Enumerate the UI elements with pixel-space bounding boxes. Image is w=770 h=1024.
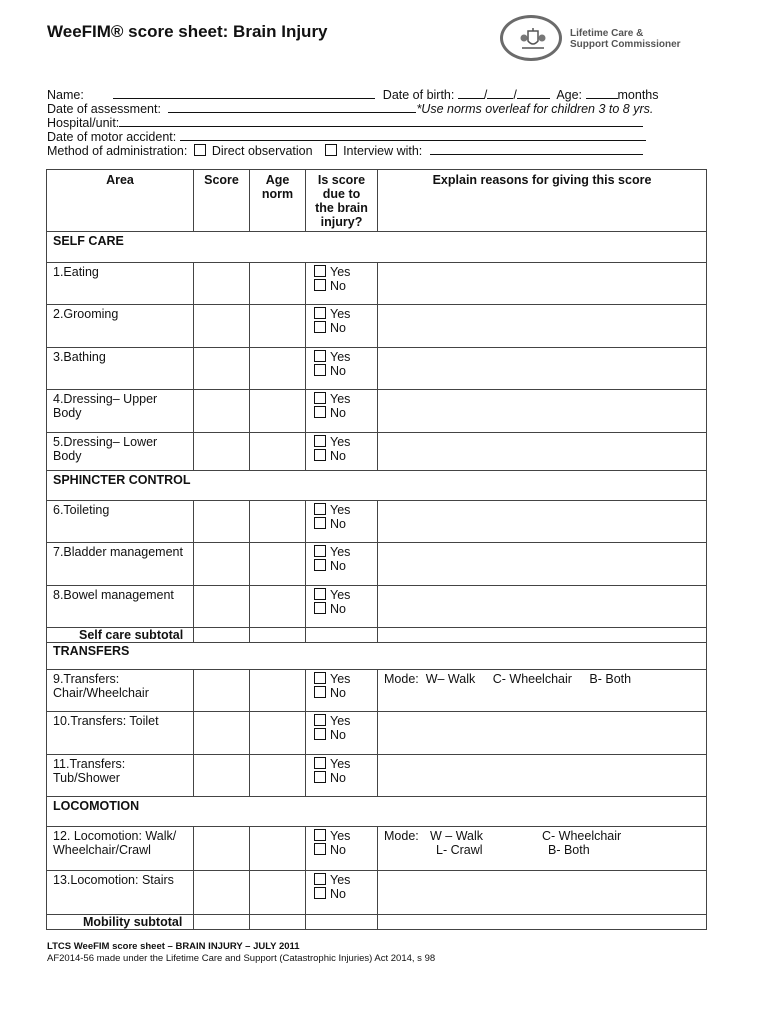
explain-cell[interactable] (378, 348, 707, 390)
mode-both: B- Both (548, 843, 590, 857)
dob-month-field[interactable] (487, 87, 513, 99)
footer-legal: AF2014-56 made under the Lifetime Care and Support (Catastrophic Injuries) Act 2014, s 98 (47, 953, 436, 964)
no-checkbox[interactable] (314, 321, 326, 333)
col-brain-injury-header: Is score due to the brain injury? (306, 170, 378, 232)
yes-checkbox[interactable] (314, 588, 326, 600)
subtotal-age-norm-cell[interactable] (250, 628, 306, 643)
name-dob-line (47, 87, 659, 102)
yes-label: Yes (330, 392, 351, 406)
col-age-norm-header: Age norm (250, 170, 306, 232)
no-checkbox[interactable] (314, 517, 326, 529)
subtotal-age-norm-cell[interactable] (250, 915, 306, 930)
no-checkbox[interactable] (314, 279, 326, 291)
accident-line (47, 129, 646, 144)
mobility-subtotal-score[interactable] (194, 915, 250, 930)
item-label: 4.Dressing– Upper Body (47, 390, 194, 433)
yes-label: Yes (330, 307, 351, 321)
table-row (47, 586, 707, 628)
brain-injury-cell (306, 433, 378, 471)
no-label: No (330, 728, 346, 742)
method-line (47, 143, 643, 158)
age-norm-cell[interactable] (250, 586, 306, 628)
yes-checkbox[interactable] (314, 714, 326, 726)
no-label: No (330, 449, 346, 463)
mode-wheelchair: C- Wheelchair (492, 672, 572, 686)
age-norm-cell[interactable] (250, 348, 306, 390)
no-checkbox[interactable] (314, 364, 326, 376)
yes-label: Yes (330, 350, 351, 364)
brain-injury-cell (306, 263, 378, 305)
score-cell[interactable] (194, 433, 250, 471)
yes-checkbox[interactable] (314, 757, 326, 769)
no-checkbox[interactable] (314, 686, 326, 698)
score-cell[interactable] (194, 501, 250, 543)
no-checkbox[interactable] (314, 887, 326, 899)
direct-observation-checkbox[interactable] (194, 144, 206, 156)
explain-cell[interactable] (378, 586, 707, 628)
interview-field[interactable] (430, 143, 643, 155)
explain-cell[interactable] (378, 543, 707, 586)
table-row (47, 871, 707, 915)
explain-cell[interactable] (378, 827, 707, 871)
score-cell[interactable] (194, 263, 250, 305)
col-score-header: Score (194, 170, 250, 232)
section-self-care: SELF CARE (47, 232, 707, 263)
age-norm-cell[interactable] (250, 755, 306, 797)
score-cell[interactable] (194, 305, 250, 348)
item-label: 1.Eating (47, 263, 194, 305)
yes-label: Yes (330, 714, 351, 728)
no-label: No (330, 279, 346, 293)
dob-year-field[interactable] (517, 87, 550, 99)
yes-label: Yes (330, 757, 351, 771)
yes-label: Yes (330, 672, 351, 686)
logo-line-1: Lifetime Care & (570, 28, 644, 39)
explain-cell[interactable] (378, 390, 707, 433)
assessment-line (47, 101, 653, 116)
table-header-row (47, 170, 707, 232)
brain-injury-cell (306, 871, 378, 915)
no-label: No (330, 406, 346, 420)
no-label: No (330, 771, 346, 785)
age-norm-cell[interactable] (250, 263, 306, 305)
age-norm-cell[interactable] (250, 433, 306, 471)
brain-injury-cell (306, 348, 378, 390)
age-norm-cell[interactable] (250, 871, 306, 915)
age-norm-cell[interactable] (250, 543, 306, 586)
item-label: 11.Transfers: Tub/Shower (47, 755, 194, 797)
hospital-field[interactable] (119, 115, 643, 127)
no-label: No (330, 364, 346, 378)
item-label: 9.Transfers: Chair/Wheelchair (47, 670, 194, 712)
age-norm-cell[interactable] (250, 712, 306, 755)
mobility-subtotal-label: Mobility subtotal (47, 915, 194, 930)
no-label: No (330, 321, 346, 335)
locomotion-mode-legend (384, 829, 700, 857)
brain-injury-cell (306, 390, 378, 433)
brain-injury-cell (306, 670, 378, 712)
mode-walk: W– Walk (425, 672, 476, 686)
yes-label: Yes (330, 588, 351, 602)
no-label: No (330, 686, 346, 700)
yes-checkbox[interactable] (314, 672, 326, 684)
section-locomotion: LOCOMOTION (47, 797, 707, 827)
logo-emblem (500, 15, 562, 61)
brain-injury-cell (306, 543, 378, 586)
no-checkbox[interactable] (314, 449, 326, 461)
age-norm-cell[interactable] (250, 501, 306, 543)
subtotal-brain-cell (306, 915, 378, 930)
assessment-date-field[interactable] (168, 101, 416, 113)
mode-walk: W – Walk (430, 829, 484, 843)
table-row (47, 543, 707, 586)
no-checkbox[interactable] (314, 406, 326, 418)
no-label: No (330, 517, 346, 531)
no-checkbox[interactable] (314, 843, 326, 855)
brain-injury-cell (306, 586, 378, 628)
explain-cell[interactable] (378, 305, 707, 348)
col-area-header: Area (47, 170, 194, 232)
no-label: No (330, 559, 346, 573)
yes-label: Yes (330, 829, 351, 843)
subtotal-row (47, 628, 707, 643)
table-row (47, 755, 707, 797)
item-label: 13.Locomotion: Stairs (47, 871, 194, 915)
score-cell[interactable] (194, 755, 250, 797)
hospital-line (47, 115, 643, 130)
section-sphincter: SPHINCTER CONTROL (47, 471, 707, 501)
no-checkbox[interactable] (314, 602, 326, 614)
yes-label: Yes (330, 873, 351, 887)
score-cell[interactable] (194, 712, 250, 755)
yes-checkbox[interactable] (314, 350, 326, 362)
yes-label: Yes (330, 503, 351, 517)
yes-checkbox[interactable] (314, 873, 326, 885)
section-row (47, 643, 707, 670)
dob-day-field[interactable] (458, 87, 484, 99)
yes-label: Yes (330, 435, 351, 449)
explain-cell[interactable] (378, 670, 707, 712)
score-cell[interactable] (194, 871, 250, 915)
table-row (47, 827, 707, 871)
score-cell[interactable] (194, 348, 250, 390)
table-row (47, 263, 707, 305)
brain-injury-cell (306, 501, 378, 543)
explain-cell[interactable] (378, 263, 707, 305)
months-label: months (617, 88, 659, 102)
age-field[interactable] (586, 87, 618, 99)
logo-line-2: Support Commissioner (570, 39, 681, 50)
dob-label: Date of birth: (382, 88, 455, 102)
item-label: 5.Dressing– Lower Body (47, 433, 194, 471)
subtotal-brain-cell (306, 628, 378, 643)
table-row (47, 433, 707, 471)
norms-note: *Use norms overleaf for children 3 to 8 yrs. (416, 102, 654, 116)
score-cell[interactable] (194, 586, 250, 628)
lifetime-care-logo (500, 15, 690, 65)
name-field[interactable] (113, 87, 375, 99)
brain-injury-cell (306, 827, 378, 871)
score-cell[interactable] (194, 543, 250, 586)
self-care-subtotal-label: Self care subtotal (47, 628, 194, 643)
brain-injury-cell (306, 305, 378, 348)
table-row (47, 501, 707, 543)
yes-label: Yes (330, 265, 351, 279)
accident-date-field[interactable] (180, 129, 646, 141)
name-label: Name: (47, 88, 84, 102)
score-table (46, 169, 707, 930)
no-checkbox[interactable] (314, 771, 326, 783)
section-row (47, 232, 707, 263)
interview-checkbox[interactable] (325, 144, 337, 156)
subtotal-explain-cell (378, 915, 707, 930)
subtotal-explain-cell (378, 628, 707, 643)
yes-checkbox[interactable] (314, 435, 326, 447)
table-row (47, 305, 707, 348)
method-label: Method of administration: (47, 144, 188, 158)
table-row (47, 670, 707, 712)
yes-checkbox[interactable] (314, 503, 326, 515)
section-row (47, 797, 707, 827)
explain-cell[interactable] (378, 755, 707, 797)
age-label: Age: (556, 88, 583, 102)
item-label: 6.Toileting (47, 501, 194, 543)
age-norm-cell[interactable] (250, 390, 306, 433)
dob-separator-1: / (483, 88, 488, 102)
item-label: 3.Bathing (47, 348, 194, 390)
table-row (47, 712, 707, 755)
item-label: 12. Locomotion: Walk/ Wheelchair/Crawl (47, 827, 194, 871)
yes-checkbox[interactable] (314, 545, 326, 557)
mode-both: B- Both (589, 672, 632, 686)
page-title: WeeFIM® score sheet: Brain Injury (47, 22, 328, 41)
age-norm-cell[interactable] (250, 670, 306, 712)
hospital-label: Hospital/unit: (47, 116, 120, 130)
item-label: 8.Bowel management (47, 586, 194, 628)
footer-title: LTCS WeeFIM score sheet – BRAIN INJURY – JULY 2011 (47, 941, 300, 952)
explain-cell[interactable] (378, 501, 707, 543)
age-norm-cell[interactable] (250, 827, 306, 871)
col-explain-header: Explain reasons for giving this score (378, 170, 707, 232)
mode-crawl: L- Crawl (436, 843, 483, 857)
table-row (47, 390, 707, 433)
no-label: No (330, 887, 346, 901)
accident-label: Date of motor accident: (47, 130, 177, 144)
dob-separator-2: / (513, 88, 517, 102)
yes-label: Yes (330, 545, 351, 559)
age-norm-cell[interactable] (250, 305, 306, 348)
coat-of-arms-icon (519, 27, 547, 51)
no-checkbox[interactable] (314, 559, 326, 571)
no-checkbox[interactable] (314, 728, 326, 740)
self-care-subtotal-score[interactable] (194, 628, 250, 643)
interview-label: Interview with: (343, 144, 423, 158)
assessment-label: Date of assessment: (47, 102, 161, 116)
mode-label: Mode: (384, 672, 419, 686)
explain-cell[interactable] (378, 433, 707, 471)
subtotal-row (47, 915, 707, 930)
brain-injury-cell (306, 755, 378, 797)
explain-cell[interactable] (378, 871, 707, 915)
section-transfers: TRANSFERS (47, 643, 707, 670)
score-cell[interactable] (194, 827, 250, 871)
direct-observation-label: Direct observation (211, 144, 313, 158)
no-label: No (330, 602, 346, 616)
item-label: 7.Bladder management (47, 543, 194, 586)
yes-checkbox[interactable] (314, 265, 326, 277)
yes-checkbox[interactable] (314, 307, 326, 319)
no-label: No (330, 843, 346, 857)
mode-label: Mode: (384, 829, 419, 843)
item-label: 2.Grooming (47, 305, 194, 348)
brain-injury-cell (306, 712, 378, 755)
yes-checkbox[interactable] (314, 829, 326, 841)
score-cell[interactable] (194, 670, 250, 712)
explain-cell[interactable] (378, 712, 707, 755)
section-row (47, 471, 707, 501)
table-row (47, 348, 707, 390)
score-cell[interactable] (194, 390, 250, 433)
mode-wheelchair: C- Wheelchair (542, 829, 622, 843)
item-label: 10.Transfers: Toilet (47, 712, 194, 755)
yes-checkbox[interactable] (314, 392, 326, 404)
